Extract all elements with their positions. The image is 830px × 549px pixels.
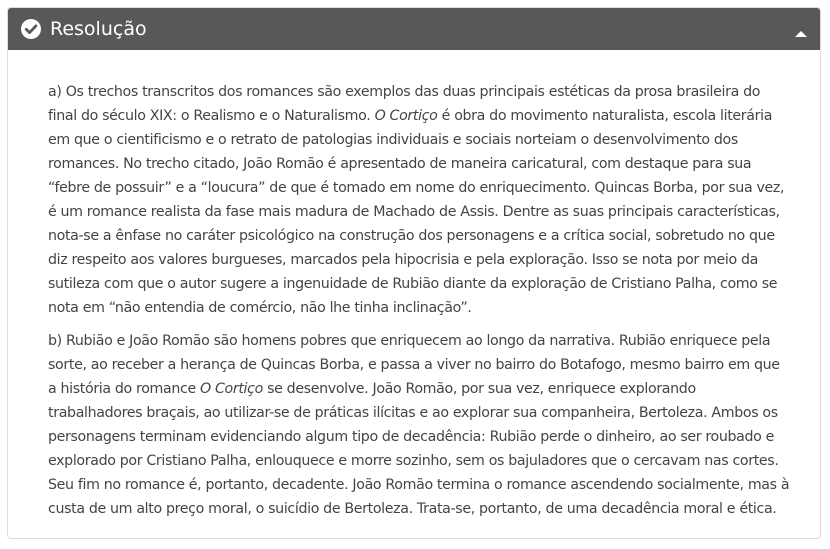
- panel-header[interactable]: [8, 8, 820, 50]
- book-title-o-cortico: O Cortiço: [374, 108, 438, 124]
- panel-body: [8, 50, 820, 521]
- book-title-o-cortico: O Cortiço: [200, 381, 263, 397]
- paragraph-b-text-1: b) Rubião e João Romão são homens pobres que enriquecem ao longo da narrativa. Rubião enriquece pela sorte, ao receber a herança de Quincas Borba, e passa a viver no bairro do Botafogo, mesmo bairro em que a história do romance: [48, 333, 780, 397]
- resolution-panel: [7, 7, 821, 539]
- panel-title: Resolução: [50, 18, 147, 40]
- paragraph-a-text-2: é obra do movimento naturalista, escola literária em que o cientificismo e o retrato de patologias individuais e sociais norteiam o desenvolvimento dos romances. No trecho citado, João Romão é apresentado de maneira caricatural, com destaque para sua “febre de possuir” e a “loucura” de que é tomado em nome do enriquecimento. Quincas Borba, por sua vez, é um romance realista da fase mais madura de Machado de Assis. Dentre as suas principais características, nota-se a ênfase no caráter psicológico na construção dos personagens e a crítica social, sobretudo no que diz respeito aos valores burgueses, marcados pela hipocrisia e pela exploração. Isso se nota por meio da sutileza com que o autor sugere a ingenuidade de Rubião diante da exploração de Cristiano Palha, como se nota em “não entendia de comércio, não lhe tinha inclinação”.: [48, 108, 785, 316]
- paragraph-b-text-2: se desenvolve. João Romão, por sua vez, enriquece explorando trabalhadores braçais, ao utilizar-se de práticas ilícitas e ao explorar sua companheira, Bertoleza. Ambos os personagens terminam evidenciando algum tipo de decadência: Rubião perde o dinheiro, ao ser roubado e explorado por Cristiano Palha, enlouquece e morre sozinho, sem os bajuladores que o cercavam nas cortes. Seu fim no romance é, portanto, decadente. João Romão termina o romance ascendendo socialmente, mas à custa de um alto preço moral, o suicídio de Bertoleza. Trata-se, portanto, de uma decadência moral e ética.: [48, 381, 790, 517]
- paragraph-a-text-1: a) Os trechos transcritos dos romances são exemplos das duas principais estéticas da prosa brasileira do final do século XIX: o Realismo e o Naturalismo.: [48, 84, 761, 124]
- check-circle-icon: [20, 18, 42, 40]
- answer-paragraph-b: [48, 329, 790, 521]
- caret-up-icon[interactable]: [794, 24, 808, 34]
- answer-paragraph-a: [48, 80, 790, 320]
